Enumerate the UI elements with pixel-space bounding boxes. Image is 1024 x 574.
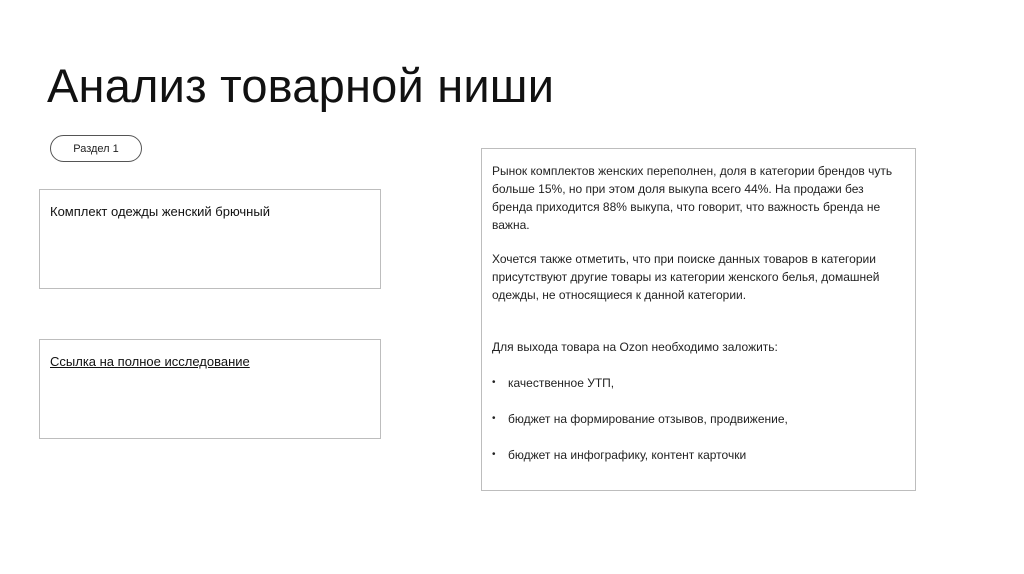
category-card [39,189,381,289]
list-item-text: бюджет на инфографику, контент карточки [508,448,747,462]
list-item [492,374,905,392]
analysis-card [481,148,916,491]
research-link-card [39,339,381,439]
category-name: Комплект одежды женский брючный [50,204,270,219]
list-item [492,446,905,464]
bullet-icon: • [492,377,496,388]
full-research-link[interactable]: Ссылка на полное исследование [50,354,250,369]
analysis-paragraph-market: Рынок комплектов женских переполнен, доля в категории брендов чуть больше 15%, но при этом доля выкупа всего 44%. На продажи без бренда приходится 88% выкупа, что говорит, что важность бренда не важна. [492,164,893,232]
list-item-text: качественное УТП, [508,376,615,390]
section-badge: Раздел 1 [50,135,142,162]
bullet-icon: • [492,449,496,460]
analysis-paragraph-category: Хочется также отметить, что при поиске данных товаров в категории присутствуют другие товары из категории женского белья, домашней одежды, не относящиеся к данной категории. [492,252,880,302]
analysis-paragraph-ozon: Для выхода товара на Ozon необходимо заложить: [492,340,778,354]
bullet-icon: • [492,413,496,424]
list-item-text: бюджет на формирование отзывов, продвижение, [508,412,788,426]
page-title: Анализ товарной ниши [47,59,555,112]
list-item [492,410,905,428]
requirements-list [492,374,905,464]
